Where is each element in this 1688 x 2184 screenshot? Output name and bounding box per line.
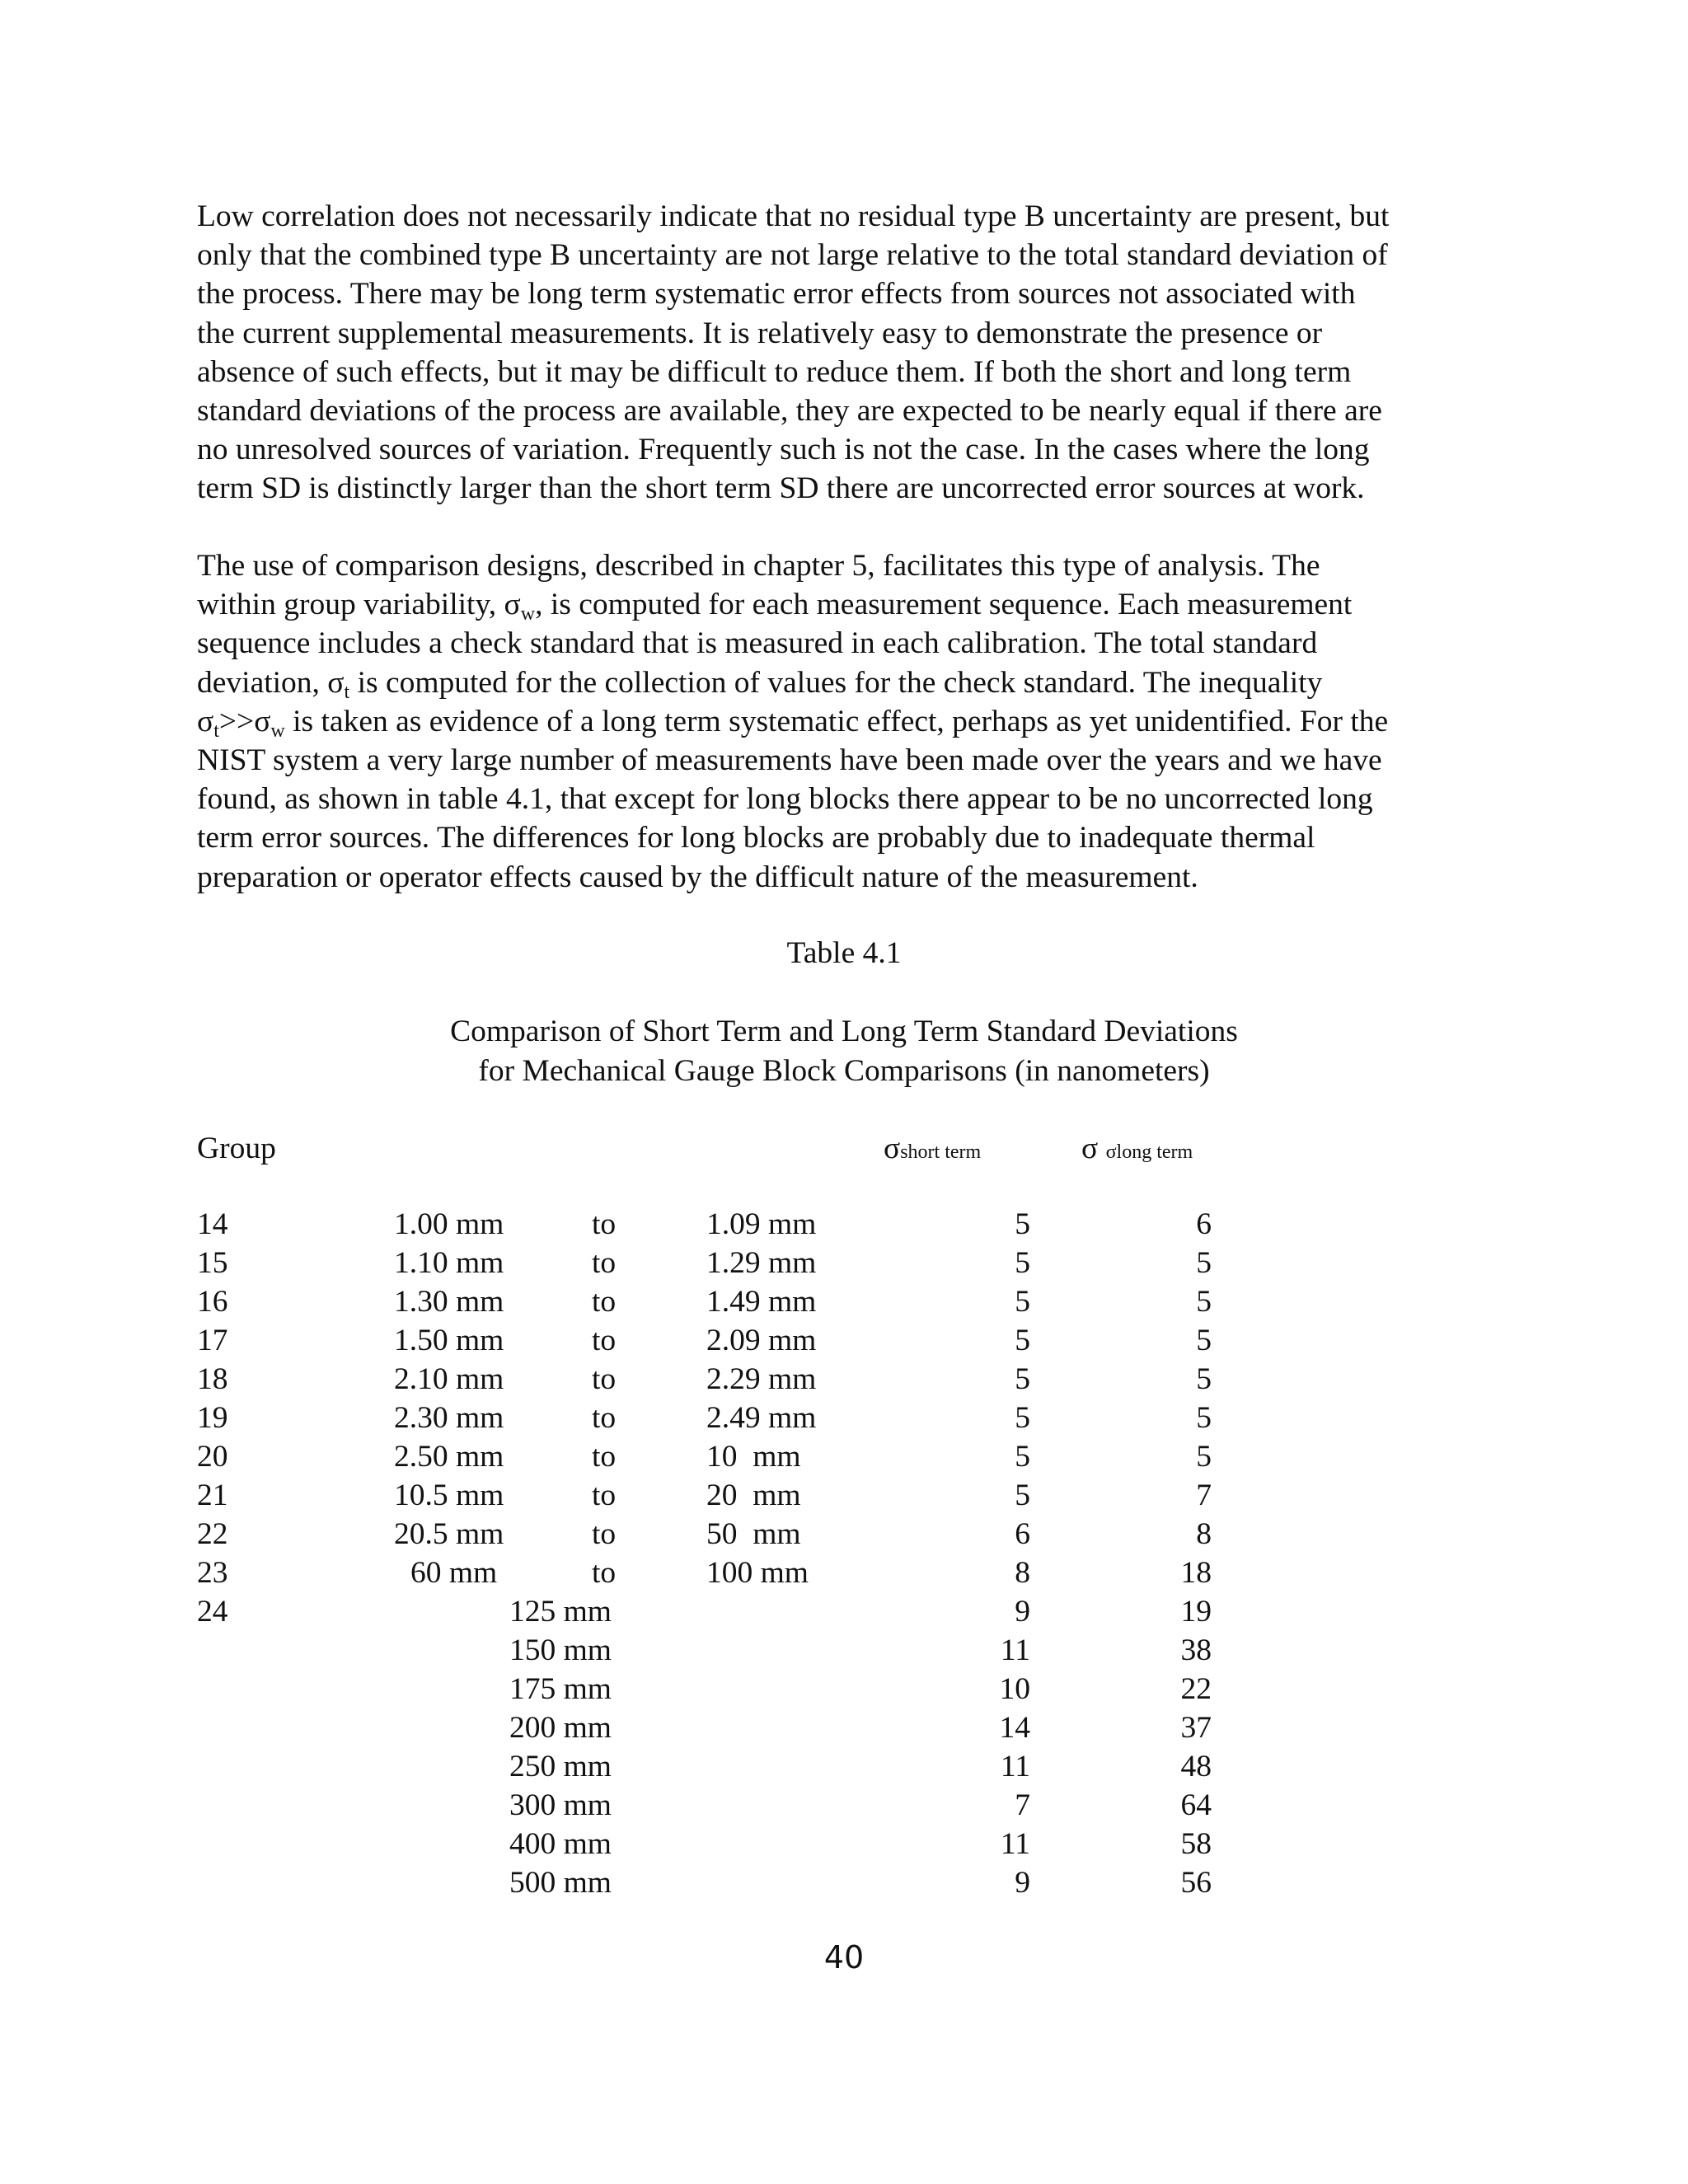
table-row <box>0 1515 1688 1554</box>
range-start-cell: 1.30 mm <box>394 1285 504 1319</box>
long-term-cell: 38 <box>1180 1633 1212 1667</box>
block-size-cell: 250 mm <box>509 1750 612 1783</box>
range-end-cell: 50 mm <box>706 1517 801 1551</box>
table-row <box>0 1786 1688 1825</box>
range-start-cell: 10.5 mm <box>394 1479 504 1512</box>
group-cell: 16 <box>197 1285 228 1319</box>
long-term-cell: 5 <box>1196 1324 1212 1357</box>
table-row <box>0 1360 1688 1399</box>
long-term-cell: 64 <box>1180 1788 1212 1822</box>
range-start-cell: 2.10 mm <box>394 1362 504 1396</box>
table-caption-line1: Comparison of Short Term and Long Term Standard Deviations <box>450 1015 1238 1048</box>
long-term-cell: 56 <box>1180 1866 1212 1900</box>
short-term-cell: 9 <box>1015 1595 1030 1629</box>
range-end-cell: 1.29 mm <box>706 1246 817 1280</box>
table-row <box>0 1282 1688 1321</box>
paragraph-line: absence of such effects, but it may be difficult to reduce them. If both the short and long term <box>197 354 1352 389</box>
group-cell: 14 <box>197 1207 228 1241</box>
paragraph-line: the process. There may be long term systematic error effects from sources not associated with <box>197 277 1356 312</box>
short-term-cell: 7 <box>1015 1788 1030 1822</box>
table-row <box>0 1747 1688 1786</box>
short-term-cell: 5 <box>1015 1324 1030 1357</box>
header-group: Group <box>197 1132 276 1165</box>
block-size-cell: 150 mm <box>509 1633 612 1667</box>
range-start-cell: 20.5 mm <box>394 1517 504 1551</box>
block-size-cell: 300 mm <box>509 1788 612 1822</box>
group-cell: 24 <box>197 1595 228 1629</box>
range-to-cell: to <box>592 1246 617 1280</box>
long-term-cell: 7 <box>1196 1479 1212 1512</box>
paragraph-line: $\sigma_t>>\sigma_w$ is taken as evidence of a long term systematic effect, perhaps as yet unidentified. For the <box>197 704 1389 742</box>
range-start-cell: 60 mm <box>410 1556 498 1590</box>
long-term-cell: 37 <box>1180 1711 1212 1745</box>
range-start-cell: 2.30 mm <box>394 1401 504 1435</box>
short-term-cell: 5 <box>1015 1207 1030 1241</box>
short-term-cell: 11 <box>1000 1827 1030 1861</box>
range-to-cell: to <box>592 1285 617 1319</box>
table-row <box>0 1708 1688 1747</box>
range-start-cell: 1.10 mm <box>394 1246 504 1280</box>
long-term-cell: 6 <box>1196 1207 1212 1241</box>
range-to-cell: to <box>592 1324 617 1357</box>
table-row <box>0 1437 1688 1476</box>
short-term-cell: 5 <box>1015 1246 1030 1280</box>
range-end-cell: 1.09 mm <box>706 1207 817 1241</box>
block-size-cell: 500 mm <box>509 1866 612 1900</box>
short-term-cell: 5 <box>1015 1362 1030 1396</box>
range-to-cell: to <box>592 1556 617 1590</box>
table-row <box>0 1825 1688 1863</box>
short-term-cell: 5 <box>1015 1401 1030 1435</box>
paragraph-line: the current supplemental measurements. It is relatively easy to demonstrate the presence or <box>197 316 1323 350</box>
paragraph-line: Low correlation does not necessarily indicate that no residual type B uncertainty are present, but <box>197 199 1390 233</box>
page-number: 40 <box>823 1939 865 1975</box>
paragraph-line: term SD is distinctly larger than the short term SD there are uncorrected error sources at work. <box>197 471 1365 506</box>
range-end-cell: 2.49 mm <box>706 1401 817 1435</box>
short-term-cell: 11 <box>1000 1633 1030 1667</box>
group-cell: 21 <box>197 1479 228 1512</box>
group-cell: 15 <box>197 1246 228 1280</box>
group-cell: 19 <box>197 1401 228 1435</box>
group-cell: 18 <box>197 1362 228 1396</box>
range-to-cell: to <box>592 1517 617 1551</box>
header-short-term: σshort term <box>884 1132 982 1165</box>
table-row <box>0 1321 1688 1360</box>
long-term-cell: 5 <box>1196 1440 1212 1474</box>
long-term-cell: 48 <box>1180 1750 1212 1783</box>
paragraph-line: sequence includes a check standard that is measured in each calibration. The total standard <box>197 626 1318 661</box>
paragraph-line: NIST system a very large number of measurements have been made over the years and we have <box>197 743 1382 778</box>
short-term-cell: 10 <box>999 1672 1030 1706</box>
range-to-cell: to <box>592 1479 617 1512</box>
paragraph-line: The use of comparison designs, described in chapter 5, facilitates this type of analysis. The <box>197 549 1320 583</box>
table-caption-line2: for Mechanical Gauge Block Comparisons (in nanometers) <box>478 1054 1210 1088</box>
long-term-cell: 5 <box>1196 1285 1212 1319</box>
group-cell: 20 <box>197 1440 228 1474</box>
table-row <box>0 1476 1688 1515</box>
table-row <box>0 1244 1688 1282</box>
range-end-cell: 20 mm <box>706 1479 801 1512</box>
paragraph-line: preparation or operator effects caused by the difficult nature of the measurement. <box>197 860 1198 894</box>
range-end-cell: 1.49 mm <box>706 1285 817 1319</box>
long-term-cell: 19 <box>1180 1595 1212 1629</box>
short-term-cell: 8 <box>1015 1556 1030 1590</box>
group-cell: 22 <box>197 1517 228 1551</box>
long-term-cell: 22 <box>1180 1672 1212 1706</box>
short-term-cell: 9 <box>1015 1866 1030 1900</box>
table-row <box>0 1670 1688 1708</box>
table-row <box>0 1863 1688 1902</box>
paragraph-line: standard deviations of the process are available, they are expected to be nearly equal if there are <box>197 394 1382 429</box>
block-size-cell: 125 mm <box>509 1595 612 1629</box>
short-term-cell: 14 <box>999 1711 1030 1745</box>
short-term-cell: 5 <box>1015 1285 1030 1319</box>
range-end-cell: 10 mm <box>706 1440 801 1474</box>
paragraph-line: no unresolved sources of variation. Frequently such is not the case. In the cases where the long <box>197 433 1370 467</box>
block-size-cell: 175 mm <box>509 1672 612 1706</box>
range-to-cell: to <box>592 1401 617 1435</box>
short-term-cell: 11 <box>1000 1750 1030 1783</box>
range-end-cell: 100 mm <box>706 1556 809 1590</box>
paragraph-line: only that the combined type B uncertainty are not large relative to the total standard deviation of <box>197 238 1388 273</box>
long-term-cell: 58 <box>1180 1827 1212 1861</box>
paragraph-line: deviation, $\sigma_t$ is computed for the collection of values for the check standard. The inequality <box>197 665 1323 703</box>
table-row <box>0 1399 1688 1437</box>
long-term-cell: 5 <box>1196 1401 1212 1435</box>
range-to-cell: to <box>592 1362 617 1396</box>
range-to-cell: to <box>592 1207 617 1241</box>
table-label: Table 4.1 <box>786 936 902 970</box>
table-row <box>0 1631 1688 1670</box>
paragraph-correlation <box>197 197 1582 509</box>
range-start-cell: 1.50 mm <box>394 1324 504 1357</box>
range-start-cell: 1.00 mm <box>394 1207 504 1241</box>
long-term-cell: 5 <box>1196 1246 1212 1280</box>
paragraph-line: found, as shown in table 4.1, that except for long blocks there appear to be no uncorrected long <box>197 782 1373 817</box>
block-size-cell: 200 mm <box>509 1711 612 1745</box>
short-term-cell: 5 <box>1015 1479 1030 1512</box>
range-end-cell: 2.29 mm <box>706 1362 817 1396</box>
long-term-cell: 18 <box>1180 1556 1212 1590</box>
table-row <box>0 1205 1688 1244</box>
group-cell: 17 <box>197 1324 228 1357</box>
short-term-cell: 5 <box>1015 1440 1030 1474</box>
table-row <box>0 1554 1688 1592</box>
paragraph-line: term error sources. The differences for long blocks are probably due to inadequate thermal <box>197 821 1315 855</box>
long-term-cell: 5 <box>1196 1362 1212 1396</box>
table-row <box>0 1592 1688 1631</box>
range-to-cell: to <box>592 1440 617 1474</box>
range-start-cell: 2.50 mm <box>394 1440 504 1474</box>
paragraph-line: within group variability, $\sigma_w$, is computed for each measurement sequence. Each measurement <box>197 588 1353 626</box>
block-size-cell: 400 mm <box>509 1827 612 1861</box>
long-term-cell: 8 <box>1196 1517 1212 1551</box>
range-end-cell: 2.09 mm <box>706 1324 817 1357</box>
short-term-cell: 6 <box>1015 1517 1030 1551</box>
paragraph-comparison-designs <box>197 546 1582 897</box>
header-long-term: σ σlong term <box>1081 1132 1193 1165</box>
group-cell: 23 <box>197 1556 228 1590</box>
